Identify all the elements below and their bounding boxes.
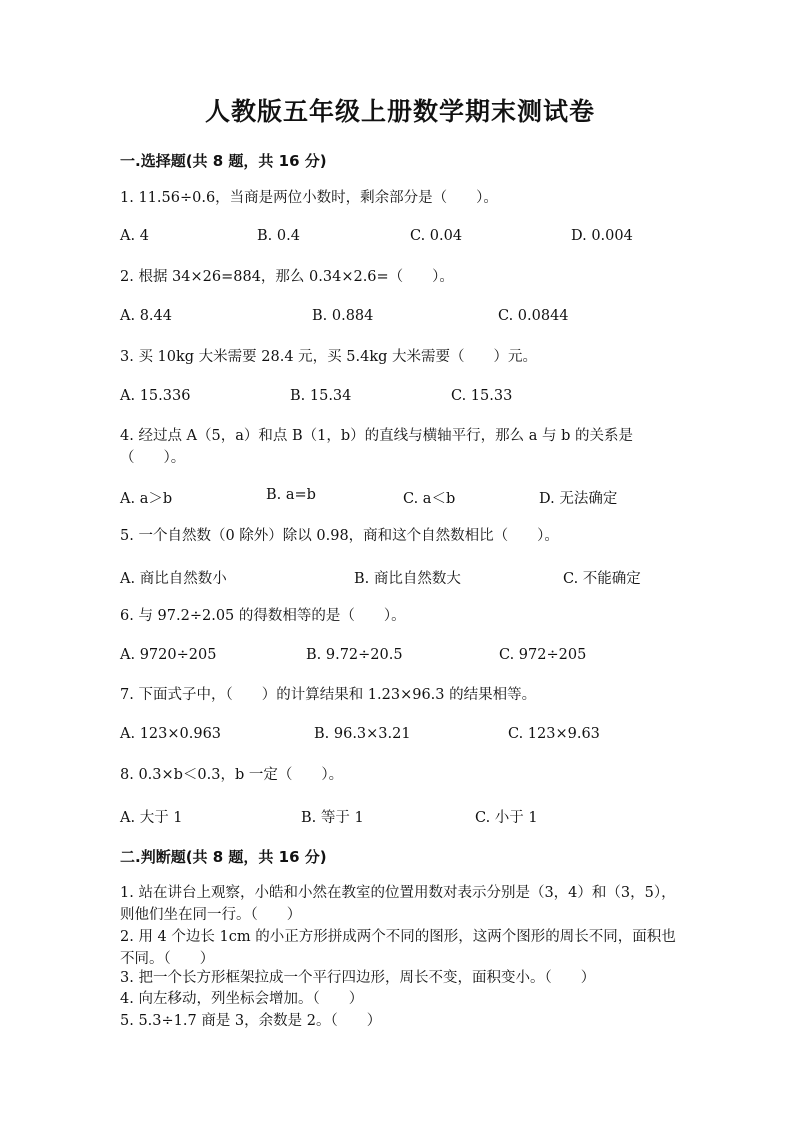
option-b: B. a=b xyxy=(266,487,316,503)
options-q7 xyxy=(120,726,680,746)
option-c: C. 小于 1 xyxy=(475,810,538,826)
judge-item-5: 5. 5.3÷1.7 商是 3，余数是 2。（ ） xyxy=(120,1013,382,1029)
option-c: C. 不能确定 xyxy=(563,571,641,587)
question-7: 7. 下面式子中，（ ）的计算结果和 1.23×96.3 的结果相等。 xyxy=(120,687,537,703)
question-3: 3. 买 10kg 大米需要 28.4 元，买 5.4kg 大米需要（ ）元。 xyxy=(120,349,538,365)
option-a: A. 大于 1 xyxy=(120,810,183,826)
option-a: A. 9720÷205 xyxy=(120,647,217,663)
option-c: C. 15.33 xyxy=(451,388,513,404)
options-q5 xyxy=(120,567,680,587)
option-d: D. 0.004 xyxy=(571,228,633,244)
section-heading-choice: 一.选择题(共 8 题，共 16 分) xyxy=(120,152,327,170)
option-a: A. a＞b xyxy=(120,491,173,507)
options-q4 xyxy=(120,487,680,507)
option-a: A. 商比自然数小 xyxy=(120,571,227,587)
option-c: C. 972÷205 xyxy=(499,647,587,663)
option-b: B. 96.3×3.21 xyxy=(314,726,411,742)
question-6: 6. 与 97.2÷2.05 的得数相等的是（ ）。 xyxy=(120,608,406,624)
question-2: 2. 根据 34×26=884，那么 0.34×2.6=（ ）。 xyxy=(120,269,454,285)
option-c: C. a＜b xyxy=(403,491,456,507)
options-q8 xyxy=(120,806,680,826)
question-1: 1. 11.56÷0.6，当商是两位小数时，剩余部分是（ ）。 xyxy=(120,190,498,206)
option-b: B. 0.4 xyxy=(257,228,300,244)
judge-item-2: 2. 用 4 个边长 1cm 的小正方形拼成两个不同的图形，这两个图形的周长不同，面积也不同。（ ） xyxy=(120,929,676,967)
options-q1 xyxy=(120,228,680,248)
option-b: B. 0.884 xyxy=(312,308,374,324)
judge-item-4: 4. 向左移动，列坐标会增加。（ ） xyxy=(120,991,364,1007)
option-b: B. 9.72÷20.5 xyxy=(306,647,403,663)
option-a: A. 15.336 xyxy=(120,388,191,404)
options-q2 xyxy=(120,308,680,328)
option-c: C. 0.04 xyxy=(410,228,463,244)
options-q3 xyxy=(120,388,680,408)
option-b: B. 商比自然数大 xyxy=(354,571,461,587)
option-a: A. 123×0.963 xyxy=(120,726,222,742)
option-b: B. 15.34 xyxy=(290,388,352,404)
option-a: A. 4 xyxy=(120,228,149,244)
options-q6 xyxy=(120,647,680,667)
option-c: C. 123×9.63 xyxy=(508,726,600,742)
question-8: 8. 0.3×b＜0.3，b 一定（ ）。 xyxy=(120,767,344,783)
question-4: 4. 经过点 A（5，a）和点 B（1，b）的直线与横轴平行，那么 a 与 b 的关系是（ ）。 xyxy=(120,428,634,466)
question-5: 5. 一个自然数（0 除外）除以 0.98，商和这个自然数相比（ ）。 xyxy=(120,528,559,544)
judge-item-1: 1. 站在讲台上观察，小皓和小然在教室的位置用数对表示分别是（3，4）和（3，5），则他们坐在同一行。（ ） xyxy=(120,885,676,923)
option-d: D. 无法确定 xyxy=(539,491,618,507)
option-c: C. 0.0844 xyxy=(498,308,569,324)
section-heading-judge: 二.判断题(共 8 题，共 16 分) xyxy=(120,848,327,866)
judge-item-3: 3. 把一个长方形框架拉成一个平行四边形，周长不变，面积变小。（ ） xyxy=(120,970,596,986)
option-a: A. 8.44 xyxy=(120,308,172,324)
option-b: B. 等于 1 xyxy=(301,810,364,826)
page-title: 人教版五年级上册数学期末测试卷 xyxy=(204,97,595,126)
